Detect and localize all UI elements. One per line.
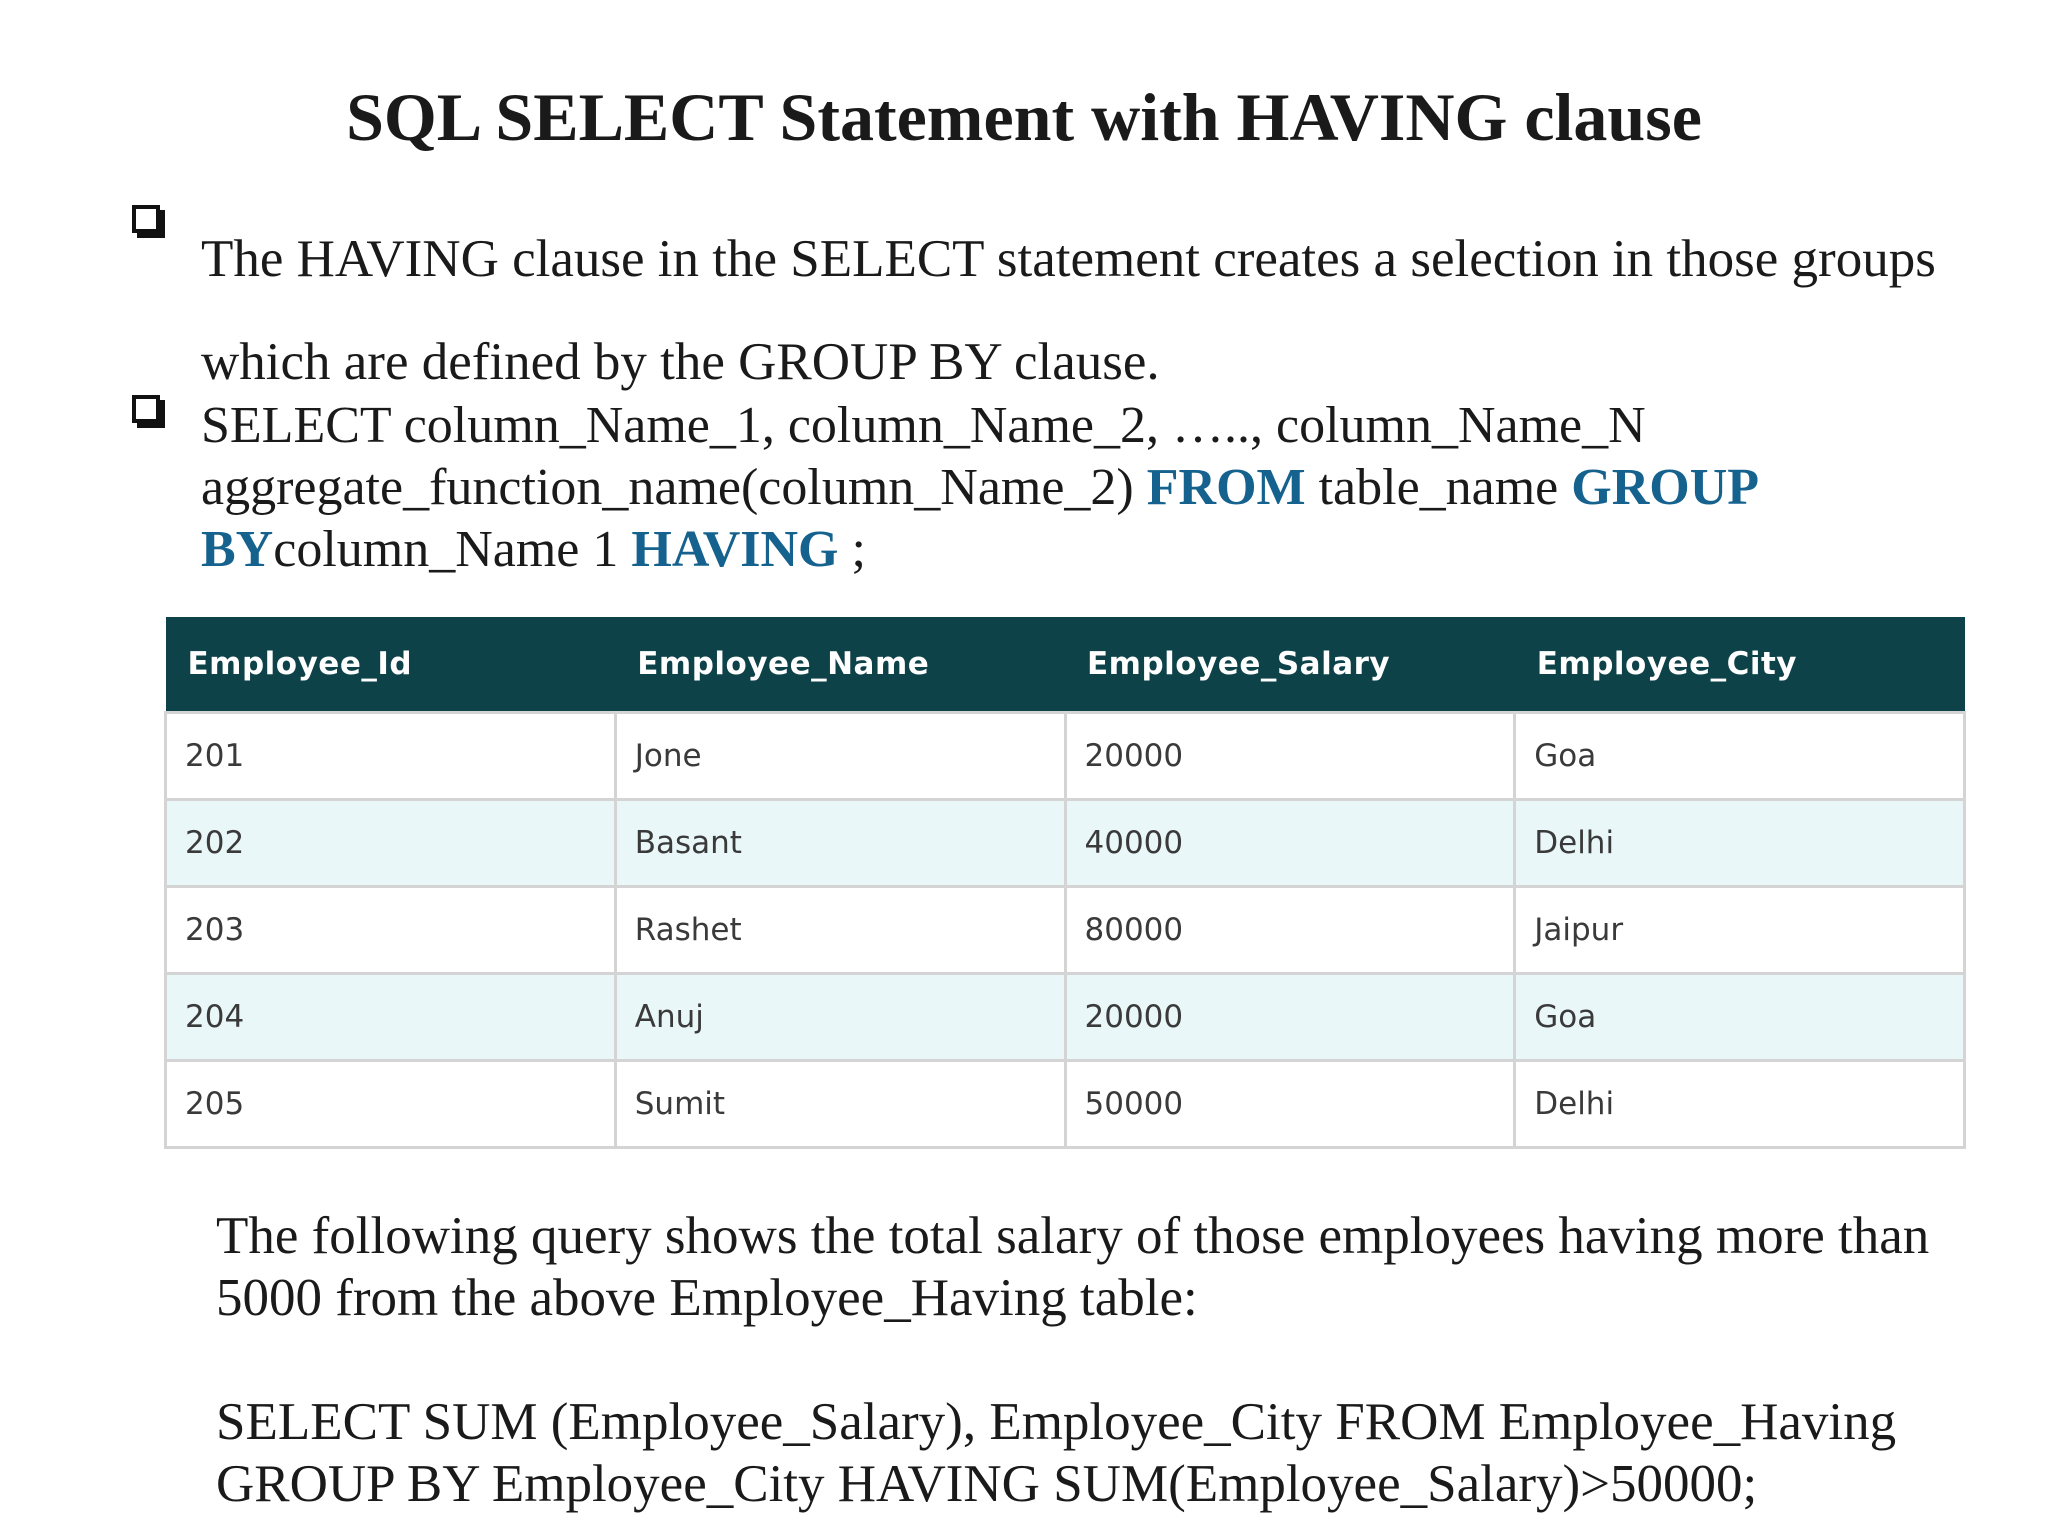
table-cell: Goa [1515,974,1965,1061]
table-cell: Goa [1515,713,1965,800]
table-cell: 20000 [1065,713,1515,800]
table-cell: Sumit [615,1061,1065,1148]
keyword-group-by: GROUP BY [201,459,1757,578]
query-description: The following query shows the total salary of those employees having more than 5000 from the above Employee_Having table: [216,1207,1930,1327]
table-cell: 205 [166,1061,616,1148]
table-cell: 50000 [1065,1061,1515,1148]
table-cell: Delhi [1515,1061,1965,1148]
bullet-text-syntax [201,395,1921,581]
slide-title: SQL SELECT Statement with HAVING clause [346,79,1702,155]
table-cell: 204 [166,974,616,1061]
table-cell: Basant [615,800,1065,887]
employee-table [164,617,1966,1149]
table-cell: Rashet [615,887,1065,974]
keyword-from: FROM [1146,459,1306,516]
column-header: Employee_City [1515,617,1965,713]
table-cell: 20000 [1065,974,1515,1061]
syntax-part: ; [851,521,866,578]
bullet-text-having-description: The HAVING clause in the SELECT statement creates a selection in those groups which are defined by the GROUP BY clause. [201,230,1936,391]
syntax-part: column_Name 1 [273,521,619,578]
column-header: Employee_Salary [1065,617,1515,713]
table-cell: 40000 [1065,800,1515,887]
table-cell: 202 [166,800,616,887]
table-cell: 201 [166,713,616,800]
table-cell: 80000 [1065,887,1515,974]
example-query: SELECT SUM (Employee_Salary), Employee_City FROM Employee_Having GROUP BY Employee_City HAVING SUM(Employee_Salary)>50000; [216,1393,1897,1513]
table-row [166,1061,1965,1148]
table-header-row [166,617,1965,713]
table-cell: Anuj [615,974,1065,1061]
table-cell: 203 [166,887,616,974]
table-row [166,713,1965,800]
checkbox-bullet-icon [132,395,160,423]
checkbox-bullet-icon [132,205,160,233]
syntax-part: table_name [1318,459,1559,516]
column-header: Employee_Name [615,617,1065,713]
table-cell: Jaipur [1515,887,1965,974]
keyword-having: HAVING [631,521,839,578]
column-header: Employee_Id [166,617,616,713]
table-cell: Delhi [1515,800,1965,887]
table-row [166,887,1965,974]
table-cell: Jone [615,713,1065,800]
table-row [166,800,1965,887]
table-row [166,974,1965,1061]
syntax-part: SELECT column_Name_1, column_Name_2, ….., column_Name_N aggregate_function_name(column_Name_2) [201,397,1646,516]
